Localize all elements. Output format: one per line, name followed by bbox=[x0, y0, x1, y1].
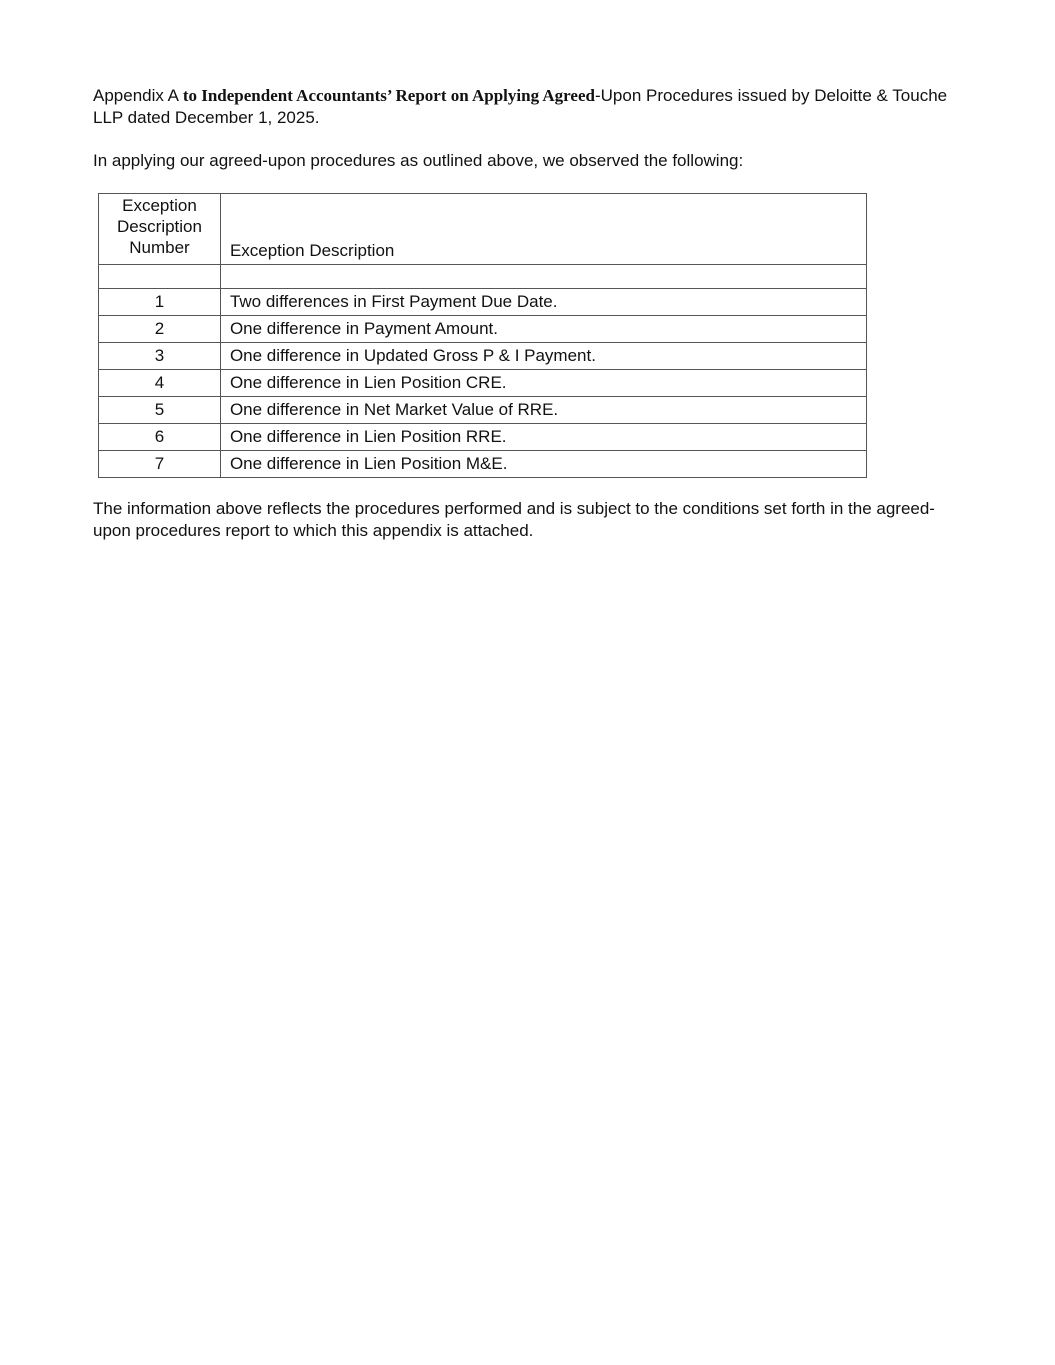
table-row bbox=[99, 289, 867, 316]
exception-description: One difference in Lien Position CRE. bbox=[220, 370, 866, 397]
blank-cell bbox=[99, 265, 221, 289]
exception-description: One difference in Payment Amount. bbox=[220, 316, 866, 343]
heading-part-2: to Independent Accountants’ Report on Applying Agreed bbox=[182, 86, 595, 105]
table-blank-row bbox=[99, 265, 867, 289]
table-row bbox=[99, 370, 867, 397]
exception-number: 6 bbox=[99, 424, 221, 451]
table-row bbox=[99, 316, 867, 343]
exceptions-table bbox=[98, 193, 867, 478]
header-exception-description: Exception Description bbox=[220, 194, 866, 265]
blank-cell bbox=[220, 265, 866, 289]
exception-number: 3 bbox=[99, 343, 221, 370]
exception-number: 1 bbox=[99, 289, 221, 316]
table-row bbox=[99, 397, 867, 424]
exception-number: 7 bbox=[99, 451, 221, 478]
header-number-line-2: Description bbox=[116, 217, 202, 236]
table-row bbox=[99, 424, 867, 451]
table-row bbox=[99, 451, 867, 478]
exception-number: 5 bbox=[99, 397, 221, 424]
exception-description: Two differences in First Payment Due Date. bbox=[220, 289, 866, 316]
appendix-heading bbox=[93, 85, 973, 129]
header-number-line-1: Exception bbox=[122, 196, 197, 215]
heading-part-1: Appendix A bbox=[93, 86, 183, 105]
exception-description: One difference in Net Market Value of RRE. bbox=[220, 397, 866, 424]
exception-number: 2 bbox=[99, 316, 221, 343]
header-exception-number bbox=[99, 194, 221, 265]
exception-description: One difference in Lien Position RRE. bbox=[220, 424, 866, 451]
exception-description: One difference in Lien Position M&E. bbox=[220, 451, 866, 478]
table-header-row bbox=[99, 194, 867, 265]
exception-number: 4 bbox=[99, 370, 221, 397]
header-number-line-3: Number bbox=[129, 238, 190, 257]
heading-part-3: -Upon Procedures issued by Deloitte & Touche LLP dated December 1, 2025. bbox=[93, 86, 948, 127]
table-row bbox=[99, 343, 867, 370]
closing-paragraph: The information above reflects the procedures performed and is subject to the conditions set forth in the agreed-upon procedures report to which this appendix is attached. bbox=[93, 499, 935, 540]
intro-paragraph: In applying our agreed-upon procedures as outlined above, we observed the following: bbox=[93, 151, 744, 170]
exception-description: One difference in Updated Gross P & I Payment. bbox=[220, 343, 866, 370]
